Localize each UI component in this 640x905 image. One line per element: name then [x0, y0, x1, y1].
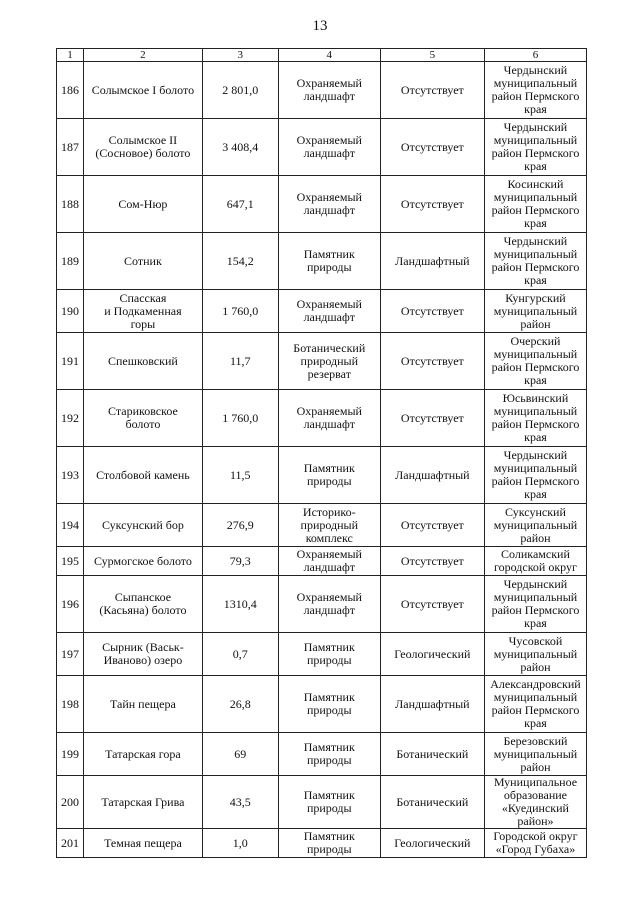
area-category: Памятник природы	[278, 676, 380, 733]
area-size: 69	[202, 733, 278, 776]
area-size: 11,5	[202, 447, 278, 504]
row-number: 201	[57, 829, 84, 858]
area-size: 3 408,4	[202, 119, 278, 176]
column-header: 3	[202, 49, 278, 62]
area-size: 0,7	[202, 633, 278, 676]
area-profile: Отсутствует	[380, 390, 484, 447]
area-name: Стариковское болото	[84, 390, 203, 447]
area-name: Столбовой камень	[84, 447, 203, 504]
area-location: Александровский муниципальный район Пермского края	[484, 676, 586, 733]
table-row	[57, 62, 587, 119]
area-profile: Геологический	[380, 829, 484, 858]
area-category: Памятник природы	[278, 776, 380, 829]
area-size: 2 801,0	[202, 62, 278, 119]
area-category: Памятник природы	[278, 233, 380, 290]
area-location: Суксунский муниципальный район	[484, 504, 586, 547]
area-name: Темная пещера	[84, 829, 203, 858]
area-profile: Отсутствует	[380, 333, 484, 390]
area-location: Кунгурский муниципальный район	[484, 290, 586, 333]
area-size: 154,2	[202, 233, 278, 290]
area-size: 1310,4	[202, 576, 278, 633]
area-size: 276,9	[202, 504, 278, 547]
area-profile: Отсутствует	[380, 504, 484, 547]
area-location: Очерский муниципальный район Пермского края	[484, 333, 586, 390]
table-row	[57, 776, 587, 829]
area-name: Солымское II (Сосновое) болото	[84, 119, 203, 176]
area-size: 1 760,0	[202, 290, 278, 333]
area-location: Соликамский городской округ	[484, 547, 586, 576]
area-name: Тайн пещера	[84, 676, 203, 733]
area-profile: Ландшафтный	[380, 233, 484, 290]
area-location: Чердынский муниципальный район Пермского края	[484, 447, 586, 504]
area-category: Охраняемый ландшафт	[278, 290, 380, 333]
table-row	[57, 119, 587, 176]
area-name: Сырник (Васьк- Иваново) озеро	[84, 633, 203, 676]
area-category: Охраняемый ландшафт	[278, 119, 380, 176]
area-size: 1 760,0	[202, 390, 278, 447]
row-number: 196	[57, 576, 84, 633]
area-profile: Отсутствует	[380, 576, 484, 633]
area-category: Памятник природы	[278, 733, 380, 776]
area-location: Юсьвинский муниципальный район Пермского края	[484, 390, 586, 447]
area-size: 43,5	[202, 776, 278, 829]
column-header: 2	[84, 49, 203, 62]
area-category: Охраняемый ландшафт	[278, 62, 380, 119]
area-profile: Ботанический	[380, 776, 484, 829]
area-size: 26,8	[202, 676, 278, 733]
row-number: 187	[57, 119, 84, 176]
table-row	[57, 829, 587, 858]
area-location: Чердынский муниципальный район Пермского края	[484, 119, 586, 176]
row-number: 189	[57, 233, 84, 290]
row-number: 188	[57, 176, 84, 233]
area-category: Охраняемый ландшафт	[278, 176, 380, 233]
area-category: Историко- природный комплекс	[278, 504, 380, 547]
table-header-row	[57, 49, 587, 62]
area-location: Чусовской муниципальный район	[484, 633, 586, 676]
row-number: 199	[57, 733, 84, 776]
area-name: Сурмогское болото	[84, 547, 203, 576]
row-number: 191	[57, 333, 84, 390]
area-location: Городской округ «Город Губаха»	[484, 829, 586, 858]
area-name: Сыпанское (Касьяна) болото	[84, 576, 203, 633]
area-location: Чердынский муниципальный район Пермского края	[484, 576, 586, 633]
column-header: 1	[57, 49, 84, 62]
table-row	[57, 233, 587, 290]
area-category: Памятник природы	[278, 633, 380, 676]
table-row	[57, 576, 587, 633]
area-profile: Отсутствует	[380, 119, 484, 176]
column-header: 5	[380, 49, 484, 62]
area-name: Спешковский	[84, 333, 203, 390]
row-number: 195	[57, 547, 84, 576]
table-row	[57, 547, 587, 576]
area-profile: Отсутствует	[380, 547, 484, 576]
row-number: 200	[57, 776, 84, 829]
table-row	[57, 390, 587, 447]
area-name: Сом-Нюр	[84, 176, 203, 233]
area-location: Косинский муниципальный район Пермского края	[484, 176, 586, 233]
area-profile: Отсутствует	[380, 62, 484, 119]
row-number: 193	[57, 447, 84, 504]
area-profile: Ландшафтный	[380, 676, 484, 733]
column-header: 4	[278, 49, 380, 62]
area-profile: Отсутствует	[380, 176, 484, 233]
column-header: 6	[484, 49, 586, 62]
table-row	[57, 633, 587, 676]
area-size: 647,1	[202, 176, 278, 233]
area-category: Памятник природы	[278, 829, 380, 858]
area-size: 11,7	[202, 333, 278, 390]
area-profile: Ботанический	[380, 733, 484, 776]
table-row	[57, 733, 587, 776]
protected-areas-table	[56, 48, 587, 858]
table-row	[57, 333, 587, 390]
row-number: 186	[57, 62, 84, 119]
area-name: Сотник	[84, 233, 203, 290]
row-number: 198	[57, 676, 84, 733]
area-name: Татарская гора	[84, 733, 203, 776]
page-number: 13	[312, 18, 328, 34]
area-location: Чердынский муниципальный район Пермского края	[484, 62, 586, 119]
area-name: Татарская Грива	[84, 776, 203, 829]
row-number: 190	[57, 290, 84, 333]
area-category: Памятник природы	[278, 447, 380, 504]
area-category: Ботанический природный резерват	[278, 333, 380, 390]
area-profile: Отсутствует	[380, 290, 484, 333]
table-row	[57, 290, 587, 333]
area-size: 79,3	[202, 547, 278, 576]
area-name: Суксунский бор	[84, 504, 203, 547]
area-location: Березовский муниципальный район	[484, 733, 586, 776]
row-number: 192	[57, 390, 84, 447]
table-row	[57, 176, 587, 233]
area-category: Охраняемый ландшафт	[278, 547, 380, 576]
row-number: 194	[57, 504, 84, 547]
area-profile: Ландшафтный	[380, 447, 484, 504]
area-name: Солымское I болото	[84, 62, 203, 119]
area-size: 1,0	[202, 829, 278, 858]
table-row	[57, 676, 587, 733]
area-name: Спасская и Подкаменная горы	[84, 290, 203, 333]
row-number: 197	[57, 633, 84, 676]
area-category: Охраняемый ландшафт	[278, 390, 380, 447]
area-location: Чердынский муниципальный район Пермского края	[484, 233, 586, 290]
table-row	[57, 504, 587, 547]
area-profile: Геологический	[380, 633, 484, 676]
area-category: Охраняемый ландшафт	[278, 576, 380, 633]
table-row	[57, 447, 587, 504]
area-location: Муниципальное образование «Куединский район»	[484, 776, 586, 829]
